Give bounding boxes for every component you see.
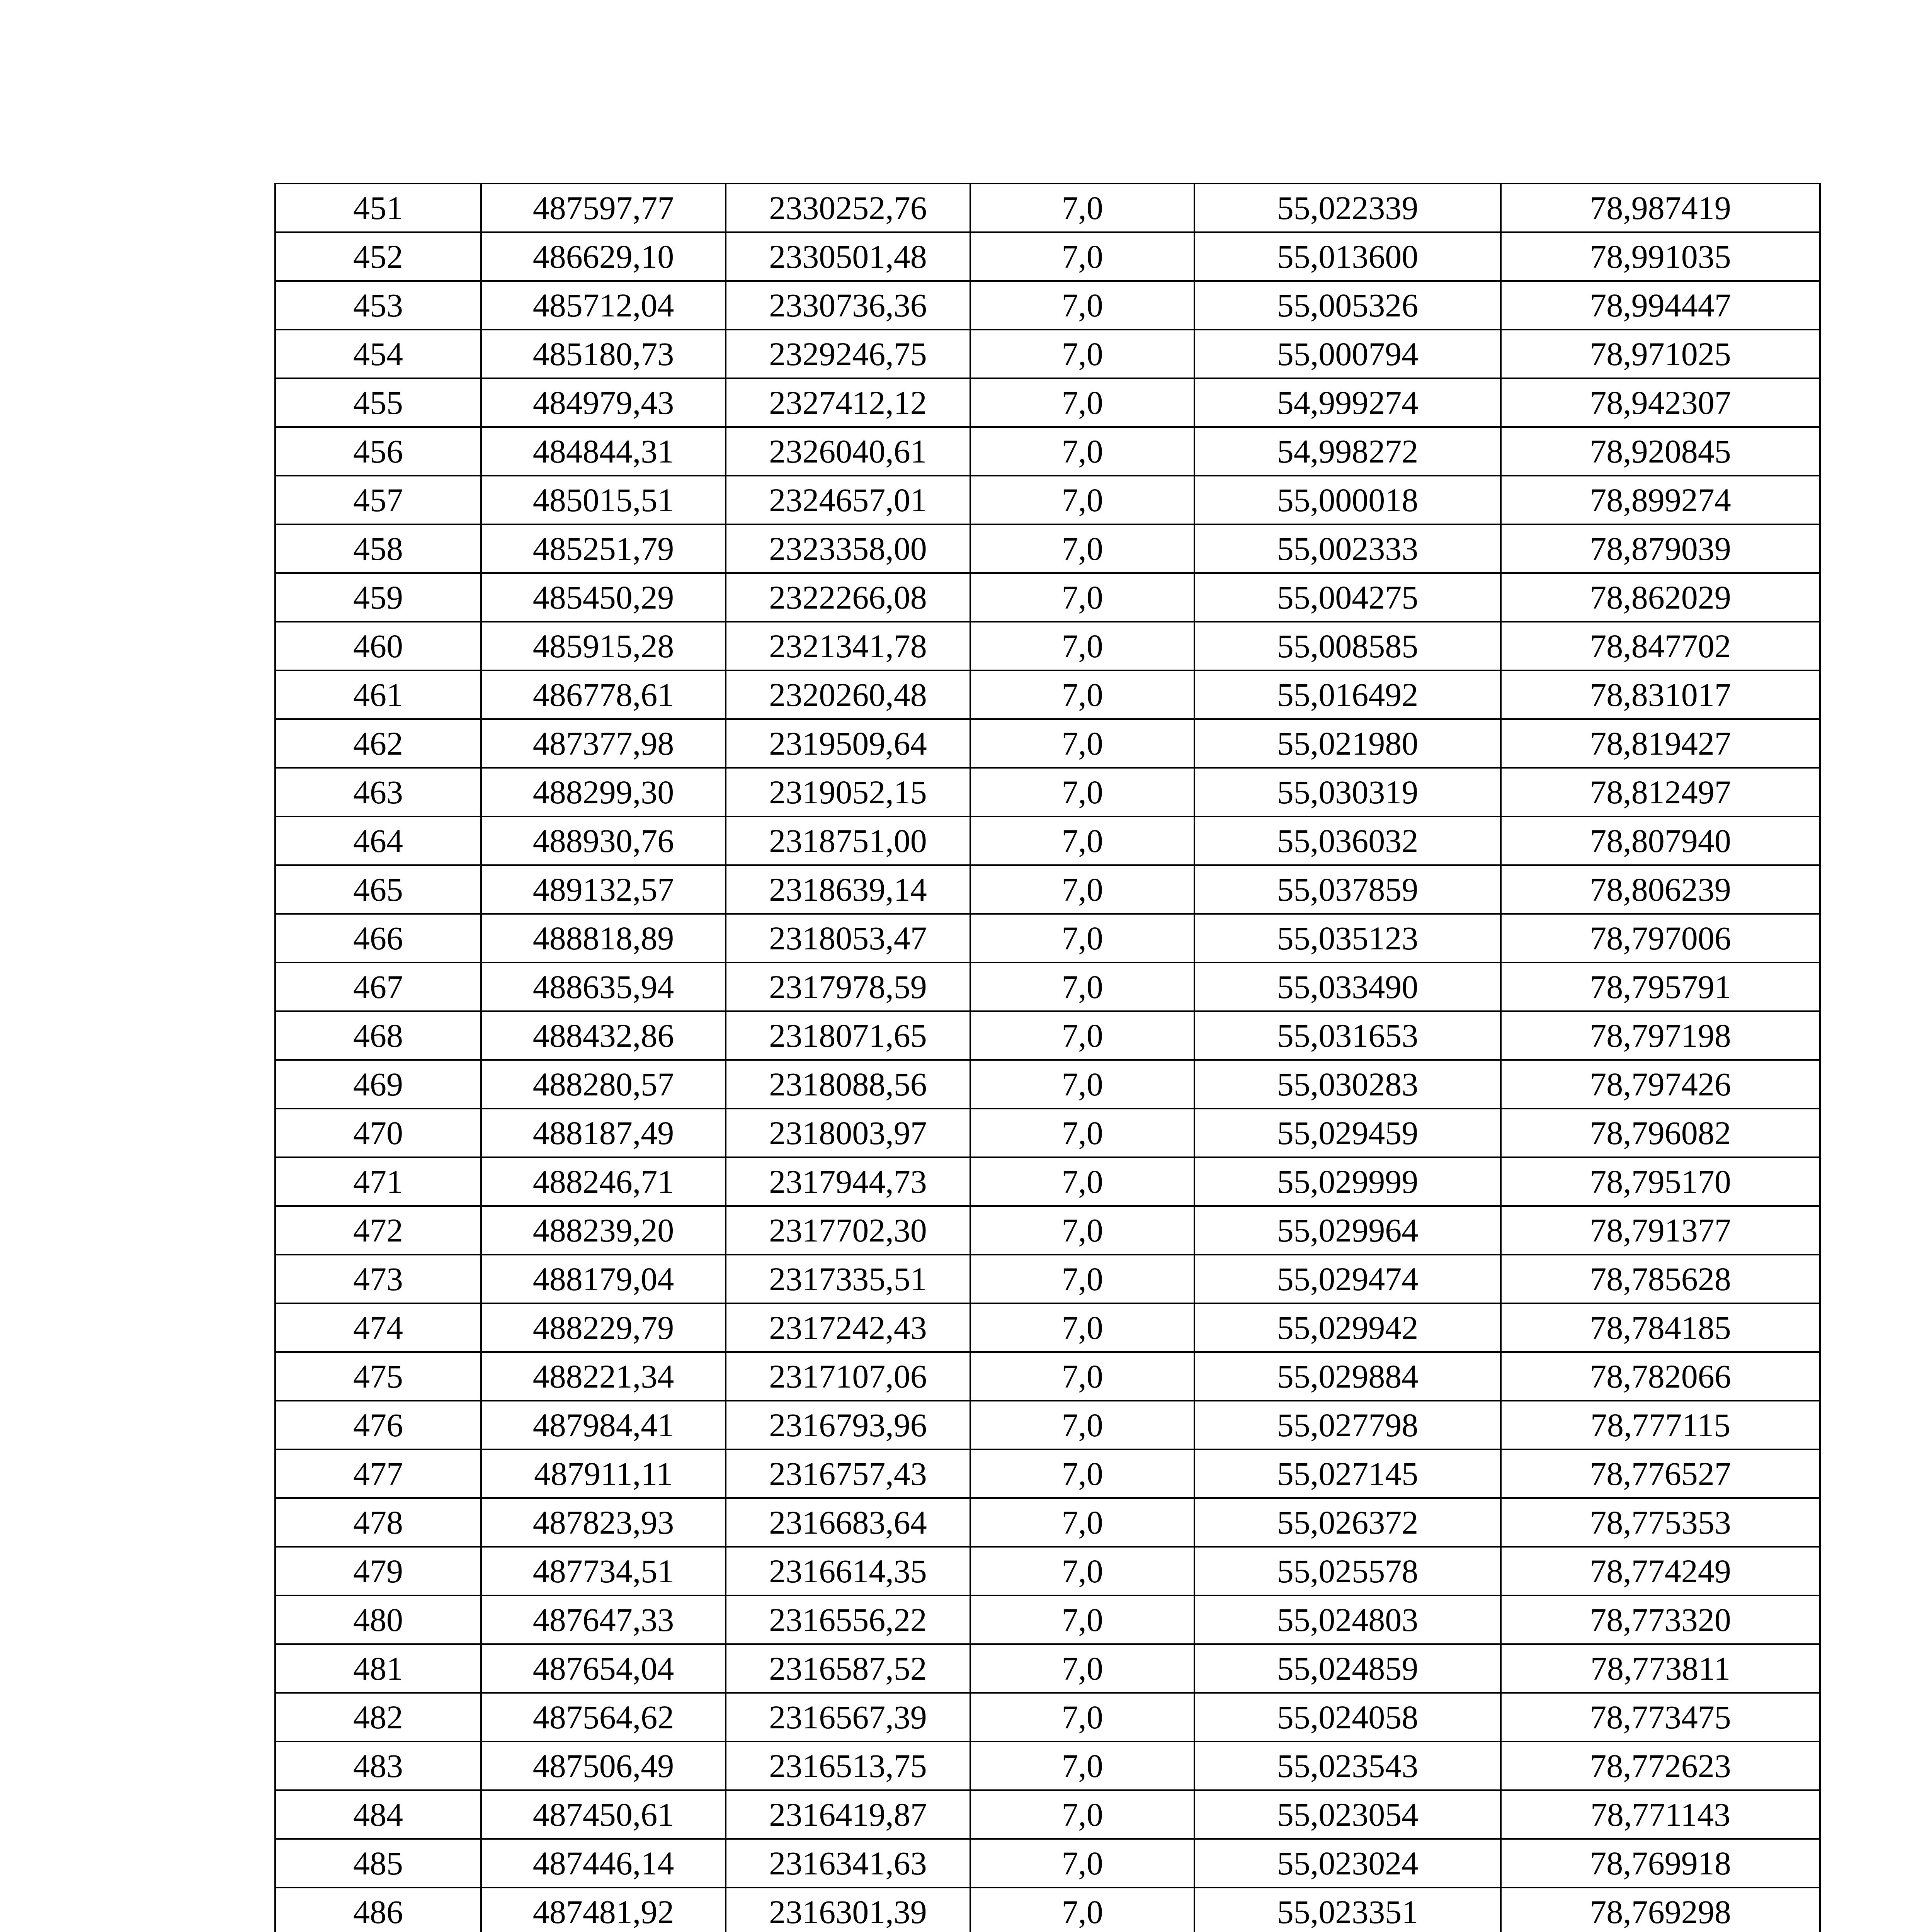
value-cell: 7,0 xyxy=(970,1401,1194,1449)
x-coordinate-cell: 488229,79 xyxy=(481,1303,726,1352)
point-number-cell: 473 xyxy=(275,1255,481,1303)
latitude-cell: 55,030319 xyxy=(1194,768,1501,816)
value-cell: 7,0 xyxy=(970,232,1194,281)
x-coordinate-cell: 487654,04 xyxy=(481,1644,726,1693)
point-number-cell: 481 xyxy=(275,1644,481,1693)
table-row xyxy=(275,1790,1820,1839)
value-cell: 7,0 xyxy=(970,1255,1194,1303)
x-coordinate-cell: 487984,41 xyxy=(481,1401,726,1449)
longitude-cell: 78,777115 xyxy=(1501,1401,1820,1449)
point-number-cell: 476 xyxy=(275,1401,481,1449)
longitude-cell: 78,774249 xyxy=(1501,1547,1820,1595)
table-row xyxy=(275,330,1820,378)
table-row xyxy=(275,1255,1820,1303)
y-coordinate-cell: 2327412,12 xyxy=(726,378,970,427)
table-row xyxy=(275,768,1820,816)
longitude-cell: 78,971025 xyxy=(1501,330,1820,378)
latitude-cell: 55,023351 xyxy=(1194,1888,1501,1932)
longitude-cell: 78,942307 xyxy=(1501,378,1820,427)
point-number-cell: 465 xyxy=(275,865,481,914)
y-coordinate-cell: 2317944,73 xyxy=(726,1157,970,1206)
table-row xyxy=(275,1693,1820,1742)
value-cell: 7,0 xyxy=(970,1790,1194,1839)
x-coordinate-cell: 487450,61 xyxy=(481,1790,726,1839)
y-coordinate-cell: 2330501,48 xyxy=(726,232,970,281)
point-number-cell: 458 xyxy=(275,524,481,573)
table-row xyxy=(275,1157,1820,1206)
x-coordinate-cell: 488179,04 xyxy=(481,1255,726,1303)
latitude-cell: 55,029942 xyxy=(1194,1303,1501,1352)
y-coordinate-cell: 2316587,52 xyxy=(726,1644,970,1693)
longitude-cell: 78,776527 xyxy=(1501,1449,1820,1498)
point-number-cell: 466 xyxy=(275,914,481,963)
table-row xyxy=(275,1109,1820,1157)
x-coordinate-cell: 488280,57 xyxy=(481,1060,726,1109)
latitude-cell: 55,031653 xyxy=(1194,1011,1501,1060)
x-coordinate-cell: 486778,61 xyxy=(481,670,726,719)
value-cell: 7,0 xyxy=(970,768,1194,816)
latitude-cell: 55,033490 xyxy=(1194,963,1501,1011)
table-row xyxy=(275,1742,1820,1790)
y-coordinate-cell: 2317702,30 xyxy=(726,1206,970,1255)
value-cell: 7,0 xyxy=(970,1011,1194,1060)
point-number-cell: 451 xyxy=(275,184,481,232)
y-coordinate-cell: 2316567,39 xyxy=(726,1693,970,1742)
latitude-cell: 55,008585 xyxy=(1194,622,1501,670)
x-coordinate-cell: 487823,93 xyxy=(481,1498,726,1547)
x-coordinate-cell: 487377,98 xyxy=(481,719,726,768)
table-row xyxy=(275,914,1820,963)
longitude-cell: 78,771143 xyxy=(1501,1790,1820,1839)
point-number-cell: 483 xyxy=(275,1742,481,1790)
coordinates-table-body xyxy=(275,184,1820,1932)
point-number-cell: 482 xyxy=(275,1693,481,1742)
point-number-cell: 456 xyxy=(275,427,481,476)
table-row xyxy=(275,1888,1820,1932)
table-row xyxy=(275,816,1820,865)
y-coordinate-cell: 2316513,75 xyxy=(726,1742,970,1790)
point-number-cell: 471 xyxy=(275,1157,481,1206)
x-coordinate-cell: 487446,14 xyxy=(481,1839,726,1888)
y-coordinate-cell: 2316757,43 xyxy=(726,1449,970,1498)
table-row xyxy=(275,1206,1820,1255)
table-row xyxy=(275,378,1820,427)
y-coordinate-cell: 2330736,36 xyxy=(726,281,970,330)
y-coordinate-cell: 2316301,39 xyxy=(726,1888,970,1932)
value-cell: 7,0 xyxy=(970,1498,1194,1547)
longitude-cell: 78,920845 xyxy=(1501,427,1820,476)
x-coordinate-cell: 488239,20 xyxy=(481,1206,726,1255)
table-row xyxy=(275,963,1820,1011)
longitude-cell: 78,773475 xyxy=(1501,1693,1820,1742)
table-row xyxy=(275,1595,1820,1644)
x-coordinate-cell: 485450,29 xyxy=(481,573,726,622)
value-cell: 7,0 xyxy=(970,719,1194,768)
latitude-cell: 55,023054 xyxy=(1194,1790,1501,1839)
y-coordinate-cell: 2316556,22 xyxy=(726,1595,970,1644)
x-coordinate-cell: 484844,31 xyxy=(481,427,726,476)
point-number-cell: 475 xyxy=(275,1352,481,1401)
value-cell: 7,0 xyxy=(970,573,1194,622)
value-cell: 7,0 xyxy=(970,622,1194,670)
latitude-cell: 55,021980 xyxy=(1194,719,1501,768)
x-coordinate-cell: 488221,34 xyxy=(481,1352,726,1401)
longitude-cell: 78,785628 xyxy=(1501,1255,1820,1303)
table-row xyxy=(275,476,1820,524)
point-number-cell: 486 xyxy=(275,1888,481,1932)
latitude-cell: 55,026372 xyxy=(1194,1498,1501,1547)
value-cell: 7,0 xyxy=(970,1693,1194,1742)
point-number-cell: 474 xyxy=(275,1303,481,1352)
table-row xyxy=(275,1839,1820,1888)
latitude-cell: 55,004275 xyxy=(1194,573,1501,622)
y-coordinate-cell: 2316419,87 xyxy=(726,1790,970,1839)
point-number-cell: 470 xyxy=(275,1109,481,1157)
y-coordinate-cell: 2321341,78 xyxy=(726,622,970,670)
y-coordinate-cell: 2330252,76 xyxy=(726,184,970,232)
y-coordinate-cell: 2317242,43 xyxy=(726,1303,970,1352)
table-row xyxy=(275,1303,1820,1352)
value-cell: 7,0 xyxy=(970,184,1194,232)
value-cell: 7,0 xyxy=(970,281,1194,330)
coordinates-table xyxy=(274,183,1821,1932)
value-cell: 7,0 xyxy=(970,1303,1194,1352)
longitude-cell: 78,782066 xyxy=(1501,1352,1820,1401)
value-cell: 7,0 xyxy=(970,865,1194,914)
y-coordinate-cell: 2316614,35 xyxy=(726,1547,970,1595)
point-number-cell: 455 xyxy=(275,378,481,427)
point-number-cell: 485 xyxy=(275,1839,481,1888)
latitude-cell: 55,013600 xyxy=(1194,232,1501,281)
longitude-cell: 78,797426 xyxy=(1501,1060,1820,1109)
point-number-cell: 484 xyxy=(275,1790,481,1839)
table-row xyxy=(275,1644,1820,1693)
longitude-cell: 78,899274 xyxy=(1501,476,1820,524)
table-row xyxy=(275,622,1820,670)
point-number-cell: 479 xyxy=(275,1547,481,1595)
x-coordinate-cell: 487647,33 xyxy=(481,1595,726,1644)
x-coordinate-cell: 488818,89 xyxy=(481,914,726,963)
value-cell: 7,0 xyxy=(970,1644,1194,1693)
value-cell: 7,0 xyxy=(970,1449,1194,1498)
latitude-cell: 55,029964 xyxy=(1194,1206,1501,1255)
point-number-cell: 480 xyxy=(275,1595,481,1644)
longitude-cell: 78,994447 xyxy=(1501,281,1820,330)
latitude-cell: 55,023543 xyxy=(1194,1742,1501,1790)
latitude-cell: 55,000794 xyxy=(1194,330,1501,378)
x-coordinate-cell: 485712,04 xyxy=(481,281,726,330)
longitude-cell: 78,773320 xyxy=(1501,1595,1820,1644)
latitude-cell: 55,000018 xyxy=(1194,476,1501,524)
value-cell: 7,0 xyxy=(970,914,1194,963)
x-coordinate-cell: 487911,11 xyxy=(481,1449,726,1498)
table-row xyxy=(275,427,1820,476)
value-cell: 7,0 xyxy=(970,330,1194,378)
y-coordinate-cell: 2326040,61 xyxy=(726,427,970,476)
table-row xyxy=(275,573,1820,622)
table-row xyxy=(275,670,1820,719)
latitude-cell: 55,035123 xyxy=(1194,914,1501,963)
latitude-cell: 55,023024 xyxy=(1194,1839,1501,1888)
y-coordinate-cell: 2317335,51 xyxy=(726,1255,970,1303)
y-coordinate-cell: 2319052,15 xyxy=(726,768,970,816)
x-coordinate-cell: 488187,49 xyxy=(481,1109,726,1157)
value-cell: 7,0 xyxy=(970,963,1194,1011)
point-number-cell: 460 xyxy=(275,622,481,670)
longitude-cell: 78,791377 xyxy=(1501,1206,1820,1255)
latitude-cell: 55,030283 xyxy=(1194,1060,1501,1109)
value-cell: 7,0 xyxy=(970,378,1194,427)
longitude-cell: 78,879039 xyxy=(1501,524,1820,573)
table-row xyxy=(275,719,1820,768)
point-number-cell: 478 xyxy=(275,1498,481,1547)
point-number-cell: 468 xyxy=(275,1011,481,1060)
longitude-cell: 78,806239 xyxy=(1501,865,1820,914)
y-coordinate-cell: 2318053,47 xyxy=(726,914,970,963)
x-coordinate-cell: 486629,10 xyxy=(481,232,726,281)
x-coordinate-cell: 485180,73 xyxy=(481,330,726,378)
value-cell: 7,0 xyxy=(970,816,1194,865)
x-coordinate-cell: 484979,43 xyxy=(481,378,726,427)
point-number-cell: 467 xyxy=(275,963,481,1011)
y-coordinate-cell: 2316793,96 xyxy=(726,1401,970,1449)
longitude-cell: 78,991035 xyxy=(1501,232,1820,281)
latitude-cell: 55,037859 xyxy=(1194,865,1501,914)
value-cell: 7,0 xyxy=(970,427,1194,476)
x-coordinate-cell: 488432,86 xyxy=(481,1011,726,1060)
longitude-cell: 78,862029 xyxy=(1501,573,1820,622)
longitude-cell: 78,795791 xyxy=(1501,963,1820,1011)
table-row xyxy=(275,1498,1820,1547)
point-number-cell: 463 xyxy=(275,768,481,816)
y-coordinate-cell: 2318071,65 xyxy=(726,1011,970,1060)
y-coordinate-cell: 2318088,56 xyxy=(726,1060,970,1109)
x-coordinate-cell: 488930,76 xyxy=(481,816,726,865)
longitude-cell: 78,773811 xyxy=(1501,1644,1820,1693)
table-row xyxy=(275,1011,1820,1060)
value-cell: 7,0 xyxy=(970,524,1194,573)
value-cell: 7,0 xyxy=(970,1157,1194,1206)
y-coordinate-cell: 2317978,59 xyxy=(726,963,970,1011)
longitude-cell: 78,772623 xyxy=(1501,1742,1820,1790)
point-number-cell: 464 xyxy=(275,816,481,865)
y-coordinate-cell: 2316683,64 xyxy=(726,1498,970,1547)
longitude-cell: 78,987419 xyxy=(1501,184,1820,232)
value-cell: 7,0 xyxy=(970,1839,1194,1888)
longitude-cell: 78,831017 xyxy=(1501,670,1820,719)
point-number-cell: 472 xyxy=(275,1206,481,1255)
point-number-cell: 457 xyxy=(275,476,481,524)
longitude-cell: 78,795170 xyxy=(1501,1157,1820,1206)
value-cell: 7,0 xyxy=(970,1547,1194,1595)
y-coordinate-cell: 2319509,64 xyxy=(726,719,970,768)
y-coordinate-cell: 2316341,63 xyxy=(726,1839,970,1888)
x-coordinate-cell: 488635,94 xyxy=(481,963,726,1011)
point-number-cell: 477 xyxy=(275,1449,481,1498)
point-number-cell: 452 xyxy=(275,232,481,281)
y-coordinate-cell: 2318639,14 xyxy=(726,865,970,914)
table-row xyxy=(275,1547,1820,1595)
longitude-cell: 78,796082 xyxy=(1501,1109,1820,1157)
longitude-cell: 78,769298 xyxy=(1501,1888,1820,1932)
point-number-cell: 454 xyxy=(275,330,481,378)
value-cell: 7,0 xyxy=(970,1888,1194,1932)
value-cell: 7,0 xyxy=(970,1742,1194,1790)
value-cell: 7,0 xyxy=(970,1595,1194,1644)
longitude-cell: 78,812497 xyxy=(1501,768,1820,816)
value-cell: 7,0 xyxy=(970,476,1194,524)
x-coordinate-cell: 489132,57 xyxy=(481,865,726,914)
longitude-cell: 78,797198 xyxy=(1501,1011,1820,1060)
longitude-cell: 78,769918 xyxy=(1501,1839,1820,1888)
latitude-cell: 55,005326 xyxy=(1194,281,1501,330)
table-row xyxy=(275,865,1820,914)
y-coordinate-cell: 2320260,48 xyxy=(726,670,970,719)
x-coordinate-cell: 485251,79 xyxy=(481,524,726,573)
latitude-cell: 55,029459 xyxy=(1194,1109,1501,1157)
value-cell: 7,0 xyxy=(970,1060,1194,1109)
latitude-cell: 55,027798 xyxy=(1194,1401,1501,1449)
point-number-cell: 469 xyxy=(275,1060,481,1109)
table-row xyxy=(275,1060,1820,1109)
latitude-cell: 55,002333 xyxy=(1194,524,1501,573)
y-coordinate-cell: 2323358,00 xyxy=(726,524,970,573)
x-coordinate-cell: 487481,92 xyxy=(481,1888,726,1932)
longitude-cell: 78,775353 xyxy=(1501,1498,1820,1547)
latitude-cell: 55,027145 xyxy=(1194,1449,1501,1498)
latitude-cell: 54,998272 xyxy=(1194,427,1501,476)
table-row xyxy=(275,1449,1820,1498)
y-coordinate-cell: 2318003,97 xyxy=(726,1109,970,1157)
latitude-cell: 55,022339 xyxy=(1194,184,1501,232)
latitude-cell: 55,029999 xyxy=(1194,1157,1501,1206)
x-coordinate-cell: 485015,51 xyxy=(481,476,726,524)
longitude-cell: 78,847702 xyxy=(1501,622,1820,670)
table-row xyxy=(275,184,1820,232)
y-coordinate-cell: 2317107,06 xyxy=(726,1352,970,1401)
value-cell: 7,0 xyxy=(970,1352,1194,1401)
x-coordinate-cell: 487597,77 xyxy=(481,184,726,232)
point-number-cell: 453 xyxy=(275,281,481,330)
longitude-cell: 78,797006 xyxy=(1501,914,1820,963)
x-coordinate-cell: 487564,62 xyxy=(481,1693,726,1742)
latitude-cell: 55,024859 xyxy=(1194,1644,1501,1693)
latitude-cell: 55,016492 xyxy=(1194,670,1501,719)
x-coordinate-cell: 485915,28 xyxy=(481,622,726,670)
table-row xyxy=(275,232,1820,281)
x-coordinate-cell: 488299,30 xyxy=(481,768,726,816)
table-row xyxy=(275,524,1820,573)
latitude-cell: 55,029884 xyxy=(1194,1352,1501,1401)
point-number-cell: 462 xyxy=(275,719,481,768)
x-coordinate-cell: 487734,51 xyxy=(481,1547,726,1595)
point-number-cell: 459 xyxy=(275,573,481,622)
value-cell: 7,0 xyxy=(970,1206,1194,1255)
y-coordinate-cell: 2322266,08 xyxy=(726,573,970,622)
latitude-cell: 55,024803 xyxy=(1194,1595,1501,1644)
longitude-cell: 78,819427 xyxy=(1501,719,1820,768)
y-coordinate-cell: 2329246,75 xyxy=(726,330,970,378)
latitude-cell: 55,029474 xyxy=(1194,1255,1501,1303)
y-coordinate-cell: 2318751,00 xyxy=(726,816,970,865)
table-row xyxy=(275,1352,1820,1401)
latitude-cell: 55,036032 xyxy=(1194,816,1501,865)
point-number-cell: 461 xyxy=(275,670,481,719)
longitude-cell: 78,807940 xyxy=(1501,816,1820,865)
latitude-cell: 54,999274 xyxy=(1194,378,1501,427)
table-row xyxy=(275,1401,1820,1449)
value-cell: 7,0 xyxy=(970,1109,1194,1157)
x-coordinate-cell: 488246,71 xyxy=(481,1157,726,1206)
longitude-cell: 78,784185 xyxy=(1501,1303,1820,1352)
latitude-cell: 55,025578 xyxy=(1194,1547,1501,1595)
latitude-cell: 55,024058 xyxy=(1194,1693,1501,1742)
table-row xyxy=(275,281,1820,330)
x-coordinate-cell: 487506,49 xyxy=(481,1742,726,1790)
y-coordinate-cell: 2324657,01 xyxy=(726,476,970,524)
value-cell: 7,0 xyxy=(970,670,1194,719)
